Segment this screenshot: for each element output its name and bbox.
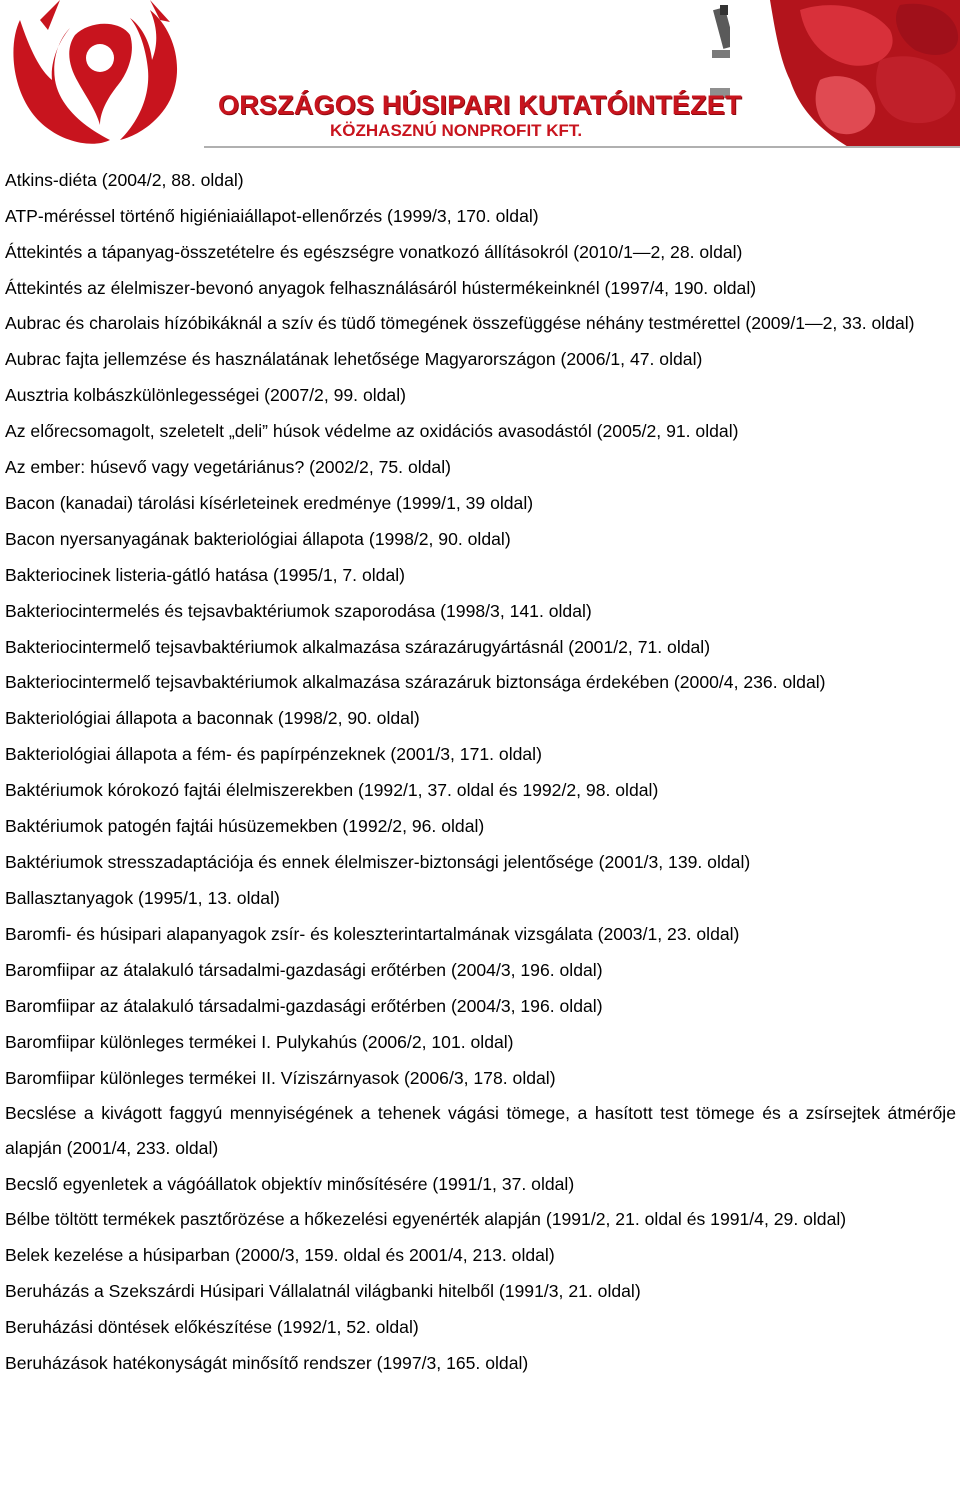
index-entry: Bacon nyersanyagának bakteriológiai állapota (1998/2, 90. oldal) [5,529,511,549]
org-title: ORSZÁGOS HÚSIPARI KUTATÓINTÉZET [218,90,742,120]
index-entry: Ballasztanyagok (1995/1, 13. oldal) [5,888,280,908]
index-entry: Beruházási döntések előkészítése (1992/1, 52. oldal) [5,1317,419,1337]
index-entry: Bakteriológiai állapota a baconnak (1998/2, 90. oldal) [5,708,420,728]
index-entry: ATP-méréssel történő higiéniaiállapot-ellenőrzés (1999/3, 170. oldal) [5,206,539,226]
index-entry: Baromfiipar az átalakuló társadalmi-gazdasági erőtérben (2004/3, 196. oldal) [5,996,603,1016]
article-index-list [5,162,956,1381]
index-entry: Beruházások hatékonyságát minősítő rendszer (1997/3, 165. oldal) [5,1353,529,1373]
index-entry: Bakteriocintermelő tejsavbaktériumok alkalmazása szárazáruk biztonsága érdekében (2000/4, 236. oldal) [5,672,826,692]
index-entry: Becslése a kivágott faggyú mennyiségének a tehenek vágási tömege, a hasított test tömege és a zsírsejtek átmérője alapján (2001/4, 233. oldal) [5,1103,956,1158]
index-entry: Baromfiipar különleges termékei II. Víziszárnyasok (2006/3, 178. oldal) [5,1068,556,1088]
index-entry: Baromfiipar különleges termékei I. Pulykahús (2006/2, 101. oldal) [5,1032,514,1052]
index-entry: Az előrecsomagolt, szeletelt „deli” húsok védelme az oxidációs avasodástól (2005/2, 91. oldal) [5,421,739,441]
meat-image [730,0,960,148]
org-subtitle: KÖZHASZNÚ NONPROFIT KFT. [330,121,583,140]
index-entry: Baktériumok kórokozó fajtái élelmiszerekben (1992/1, 37. oldal és 1992/2, 98. oldal) [5,780,659,800]
index-entry: Aubrac fajta jellemzése és használatának lehetősége Magyarországon (2006/1, 47. oldal) [5,349,703,369]
index-entry: Áttekintés a tápanyag-összetételre és egészségre vonatkozó állításokról (2010/1—2, 28. oldal) [5,242,743,262]
index-entry: Baromfi- és húsipari alapanyagok zsír- és koleszterintartalmának vizsgálata (2003/1, 23. oldal) [5,924,740,944]
index-entry: Baromfiipar az átalakuló társadalmi-gazdasági erőtérben (2004/3, 196. oldal) [5,960,603,980]
index-entry: Baktériumok stresszadaptációja és ennek élelmiszer-biztonsági jelentősége (2001/3, 139. oldal) [5,852,751,872]
bull-logo-icon [0,0,200,150]
index-entry: Bakteriocintermelés és tejsavbaktériumok szaporodása (1998/3, 141. oldal) [5,601,592,621]
header-banner [0,0,960,150]
index-entry: Becslő egyenletek a vágóállatok objektív minősítésére (1991/1, 37. oldal) [5,1174,575,1194]
index-entry: Bacon (kanadai) tárolási kísérleteinek eredménye (1999/1, 39 oldal) [5,493,534,513]
index-entry: Beruházás a Szekszárdi Húsipari Vállalatnál világbanki hitelből (1991/3, 21. oldal) [5,1281,641,1301]
index-entry: Az ember: húsevő vagy vegetáriánus? (2002/2, 75. oldal) [5,457,451,477]
index-entry: Atkins-diéta (2004/2, 88. oldal) [5,170,244,190]
header-divider [204,146,960,148]
index-entry: Bakteriológiai állapota a fém- és papírpénzeknek (2001/3, 171. oldal) [5,744,542,764]
index-entry: Bakteriocinek listeria-gátló hatása (1995/1, 7. oldal) [5,565,405,585]
index-entry: Bélbe töltött termékek pasztőrözése a hőkezelési egyenérték alapján (1991/2, 21. oldal és 1991/4, 29. oldal) [5,1209,847,1229]
index-entry: Belek kezelése a húsiparban (2000/3, 159. oldal és 2001/4, 213. oldal) [5,1245,555,1265]
index-entry: Baktériumok patogén fajtái húsüzemekben (1992/2, 96. oldal) [5,816,485,836]
index-entry: Ausztria kolbászkülönlegességei (2007/2, 99. oldal) [5,385,406,405]
index-entry: Áttekintés az élelmiszer-bevonó anyagok felhasználásáról hústermékeinknél (1997/4, 190. oldal) [5,278,757,298]
index-entry: Aubrac és charolais hízóbikáknál a szív és tüdő tömegének összefüggése néhány testmérettel (2009/1—2, 33. oldal) [5,313,915,333]
index-entry: Bakteriocintermelő tejsavbaktériumok alkalmazása szárazárugyártásnál (2001/2, 71. oldal) [5,637,711,657]
